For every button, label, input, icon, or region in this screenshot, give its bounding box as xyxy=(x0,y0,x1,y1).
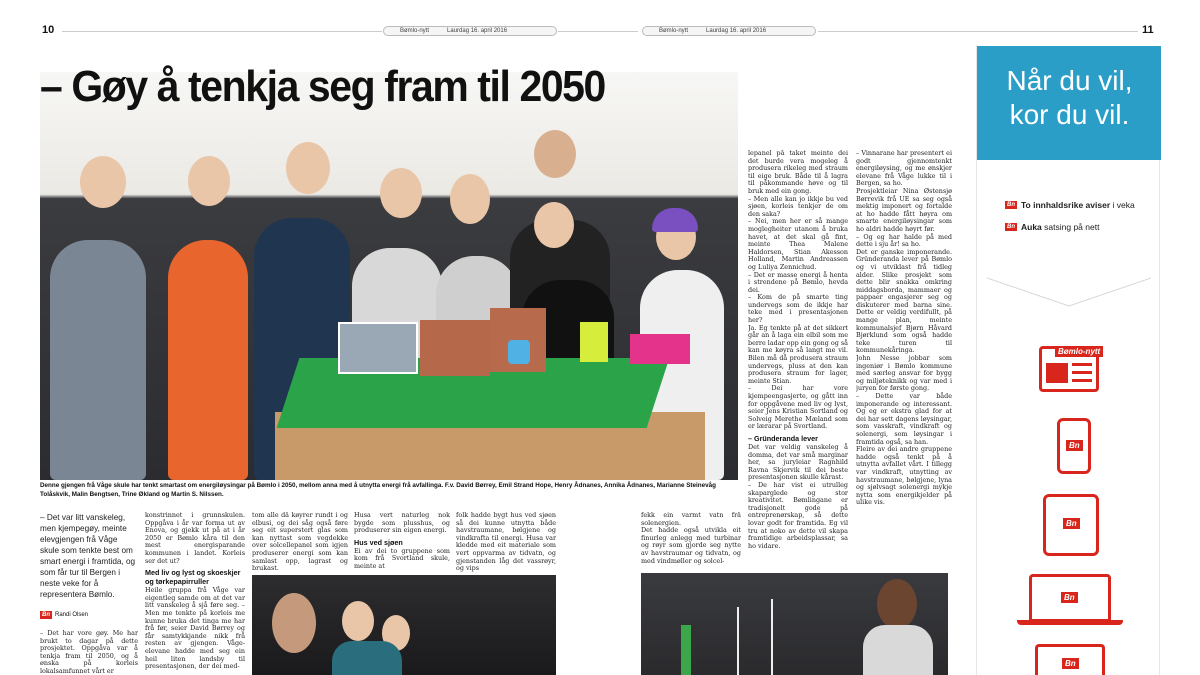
photo-wind-model xyxy=(641,573,948,675)
column-8-text-e: John Nesse jobbar som ingeniør i Bømlo kommune med særleg ansvar for bygg og miljøteknikk og var med i juryen for første gong. xyxy=(856,354,952,393)
header-date-right: Laurdag 16. april 2016 xyxy=(706,28,767,34)
page-header-right xyxy=(642,26,816,36)
column-7-text-f: Ja. Eg tenkte på at det sikkert går an å laga ein elbil som me berre ladar opp ein gong og så kan me køyra så langt me vil. Bilen må då produsera straum undervegs, pluss at den kan produsera straum for lager, meinte Stian. xyxy=(748,323,848,385)
ad-chevron-icon xyxy=(987,268,1151,308)
column-7-text-b: – Men alle kan jo ikkje bu ved sjøen, korleis tenkjer de om den saka? xyxy=(748,194,848,218)
column-4-text-b: Ei av dei to gruppene som kom frå Svortland skule, meinte at xyxy=(354,546,450,570)
phone-badge: Bn xyxy=(1066,440,1083,451)
advertisement[interactable] xyxy=(976,46,1160,675)
page-number-left: 10 xyxy=(42,24,55,36)
tablet-badge: Bn xyxy=(1063,518,1080,529)
column-4 xyxy=(354,512,450,572)
column-7 xyxy=(748,150,848,572)
column-8-text-d: Det er ganske imponerande. Gründeranda lever på Bømlo og vi utviklast frå tidleg alder. Slike prosjekt som dette blir snakka omkring middagsborda, mammaer og pappaer engasjerer seg og diskuterer med barna sine. Dette er veldig verdifullt, på mange plan, meinte kommunalsjef Bjørn Håvard Bjørklund som også hadde teke turen til kommunekåringa. xyxy=(856,247,952,355)
column-8-text-f: – Dette var både imponerande og interessant. Og eg er ekstra glad for at dei har sett dagens løysingar, som vasskraft, vindkraft og solenergi, som løysingar i framtida også, sa han. xyxy=(856,392,952,446)
column-7-text-a: lepanel på taket meinte dei det burde vera mogeleg å produsera rikeleg med straum til eige bruk. Både til å lagra til påkommande høve og til bruk med ein gong. xyxy=(748,150,848,195)
photo-children-presenting xyxy=(252,575,556,675)
column-2-text-a: konstrinnet i grunnskulen. Oppgåva i år var forma ut av Enova, og gjekk ut på at i år 2050 er Bømlo kåra til den mest energisparande kommunen i landet. Korleis ser det ut? xyxy=(145,512,245,565)
ad-line-2 xyxy=(1005,222,1099,232)
column-4-text-a: Husa vert naturleg nok bygde som plusshus, og produserer sin eigen energi. xyxy=(354,512,450,535)
page-header-left xyxy=(383,26,557,36)
column-6-text-a: fekk ein varmt vatn frå solenergien. xyxy=(641,512,741,527)
ad-line-1-bold: To innhaldsrike aviser xyxy=(1021,200,1111,210)
column-6-text-b: Det hadde også utvikla eit finurleg anlegg med turbinar og røyr som gjorde seg nytte av havstraumar og tidvatn, og med vindmøller og solcel- xyxy=(641,526,741,565)
ad-line-2-rest: satsing på nett xyxy=(1041,222,1100,232)
column-8-text-c: – Og eg har halde på med dette i sju år! sa ho. xyxy=(856,232,952,249)
column-2-text-b: Heile gruppa frå Våge var eigentleg samde om at det var litt vanskeleg å sjå føre seg. – Men me tenkte på korleis me kunne bruka det tinga me har frå før, seier David Børrey og får samtykkjande nikk frå resten av gjengen. Våge-elevane hadde med seg ein heil liten landsby til presentasjonen, der dei med- xyxy=(145,586,245,671)
ad-badge-1: Bn xyxy=(1007,202,1015,208)
column-3 xyxy=(252,512,348,572)
page-number-right: 11 xyxy=(1142,24,1154,36)
column-2 xyxy=(145,512,245,675)
ad-line-2-bold: Auka xyxy=(1021,222,1042,232)
laptop-badge: Bn xyxy=(1061,592,1078,603)
column-5-text: folk hadde bygt hus ved sjøen så dei kunne utnytta både havstraumane, bølgjene og vindkrafta til energi. Husa var kledde med eit materiale som vert oppvarma av tidvatn, og gjenstanden låg det vassrøyr, og vips xyxy=(456,512,556,572)
subheading-3: – Gründeranda lever xyxy=(748,433,818,443)
column-8-text-a: – Vinnarane har presentert ei godt gjennomtenkt energiløysing, og me ønskjer elevane frå Våge lukke til i Bergen, sa ho. xyxy=(856,150,952,188)
column-7-text-c: – Nei, men her er så mange moglegheiter utanom å bruka havet, at det skal gå fint, meinte Thea Malene Haldorsen, Stian Akesson Holland, Martin Andreassen og Luliya Zennichud. xyxy=(748,217,848,271)
subheading-2: Hus ved sjøen xyxy=(354,537,403,547)
ad-line-1-rest: i veka xyxy=(1110,200,1135,210)
column-8-text-b: Prosjektleiar Nina Østensjø Børrevik frå UE sa seg også mektig imponert og fortalde at ho hadde fått høyra om smarte energiløysingar som ho aldri hadde høyrt før. xyxy=(856,186,952,233)
column-3-text: tom alle då køyrer rundt i og elbusi, og dei såg også føre seg eit superstert glas som kan nyttast som vegdekke over solcellepanel som igjen produserer energi som kan samlast opp, lagrast og brukast. xyxy=(252,512,348,572)
header-rule-left xyxy=(62,31,382,32)
intro-text: – Det var litt vanskeleg, men kjempegøy, meinte elevgjengen frå Våge skule som tenkte best om smart energi i framtida, og som får tur til Bergen i neste veke for å representera Bømlo. xyxy=(40,513,136,599)
header-rule-right xyxy=(818,31,1138,32)
header-paper-right: Bømlo-nytt xyxy=(659,28,689,34)
column-7-text-e: – Kom de på smarte ting undervegs som de ikkje har teke med i presentasjonen her? xyxy=(748,293,848,325)
headline: – Gøy å tenkja seg fram til 2050 xyxy=(40,62,605,111)
ad-title: Når du vil, kor du vil. xyxy=(1006,65,1133,130)
column-7-text-h: Det var veldig vanskeleg å domma, det var små marginar her, sa juryleiar Ragnhild Ravna Skjervik til dei beste presentasjonen skulle kårast. xyxy=(748,442,848,482)
column-8 xyxy=(856,150,952,565)
header-rule-left-2 xyxy=(558,31,638,32)
column-8-text-g: Fleire av dei andre gruppene hadde også tenkt på å utnytta avfallet vårt. I tillegg var vindkraft, utnytting av havstraumane, bølgjene, lyna og sjølvsagt solenergi mykje nytta som energikjelder på ulike vis. xyxy=(856,445,952,507)
column-1 xyxy=(40,630,138,675)
column-5 xyxy=(456,512,556,572)
byline-badge: Bn xyxy=(42,612,50,618)
desktop-badge: Bn xyxy=(1062,658,1079,669)
ad-badge-2: Bn xyxy=(1007,224,1015,230)
main-photo xyxy=(40,72,738,480)
ad-brand-badge: Bømlo-nytt xyxy=(1055,346,1103,357)
header-date-left: Laurdag 16. april 2016 xyxy=(447,28,508,34)
header-paper-left: Bømlo-nytt xyxy=(400,28,430,34)
byline xyxy=(40,611,88,619)
photo-caption: Denne gjengen frå Våge skule har tenkt smartast om energiløysingar på Bømlo i 2050, mellom anna med å utnytta energi frå avfallinga. F.v. David Børrey, Emil Strand Hope, Henry Ådnanes, Annika Ådnanes, Marianne Steinevåg Tolåskvik, Malin Bengtsen, Trine Økland og Martin S. Nilssen. xyxy=(40,482,716,498)
laptop-base xyxy=(1017,620,1123,625)
subheading-1: Med liv og lyst og skoeskjer og tørkepapirruller xyxy=(145,568,241,587)
column-1-text: – Det har vore gøy. Me har brukt to dagar på dette prosjektet. Oppgåva var å tenkja fram til 2050, og å ønska på korleis lokalsamfunnet vårt er xyxy=(40,630,138,675)
column-7-text-g: – Dei har vore kjempeengasjerte, og gått inn for oppgåvene med liv og lyst, seier Jens Kristian Sortland og Solveig Merethe Mæland som er lærarar på Svortland. xyxy=(748,384,848,431)
column-6 xyxy=(641,512,741,572)
byline-author: Randi Olsen xyxy=(55,612,89,618)
ad-line-1 xyxy=(1005,200,1135,210)
column-7-text-d: – Det er masse energi å henta i strendene på Bømlo, hevda dei. xyxy=(748,270,848,294)
column-7-text-i: – De har vist ei utrulleg skaparglede og stor kreativitet. Bømlingane er tradisjonelt gode på entreprenørskap, så dette lovar godt for framtida. Eg vil tru at noko av dette vil skapa framtidige arbeidsplassar, sa ho vidare. xyxy=(748,480,848,550)
